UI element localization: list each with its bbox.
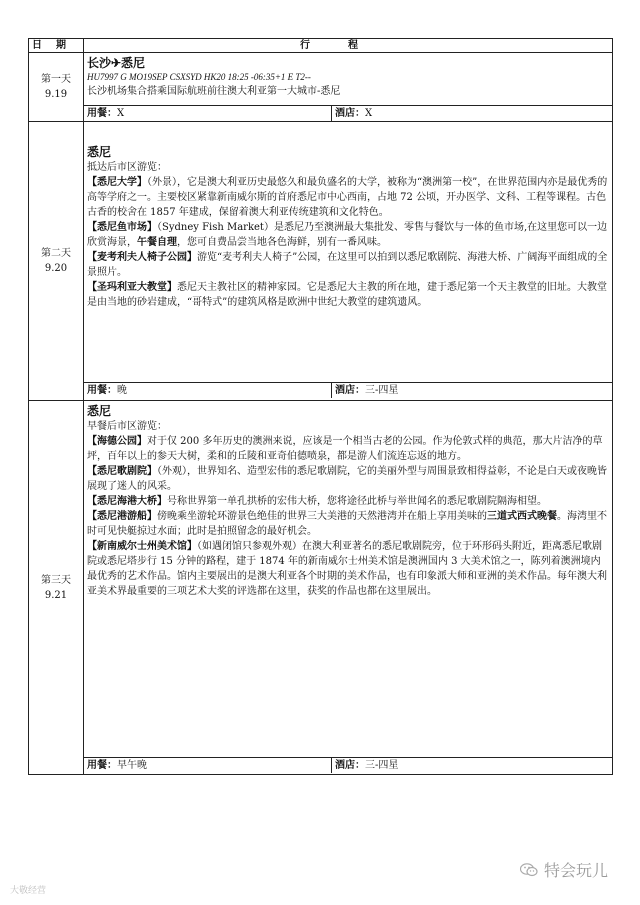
header-itinerary: 行程 [84, 39, 613, 53]
day-3-date: 9.21 [44, 589, 68, 601]
attraction-text: （Sydney Fish Market）是悉尼乃至澳洲最大集批发、零售与餐饮与一体的鱼市场,在这里您可以一边欣赏海景， [87, 222, 608, 248]
attraction-name: 【新南威尔士州美术馆】 [87, 541, 197, 552]
day-1-route: 长沙✈悉尼 [87, 56, 146, 70]
day-1-meal-row [84, 105, 612, 121]
day-1-desc: 长沙机场集合搭乘国际航班前往澳大利亚第一大城市-悉尼 [87, 86, 341, 97]
day-2-attraction-2 [87, 220, 609, 250]
hotel-label: 酒店： [335, 108, 365, 119]
day-3-attraction-4 [87, 509, 609, 539]
attraction-name: 【海德公园】 [87, 436, 147, 447]
day-1-hotel: X [365, 108, 373, 119]
day-2-attraction-1 [87, 175, 609, 220]
attraction-text: （如遇闭馆只参观外观）在澳大利亚著名的悉尼歌剧院旁，位于环形码头附近，距离悉尼歌剧院或悉尼塔步行 15 分钟的路程，建于 1874 年的新南威尔士州美术馆是澳洲国内 3 大美术馆之一，陈列着澳洲境内最优秀的艺术作品。馆内主要展出的是澳大利亚各个时期的美术作品，也有印象派大师和亚洲的美术作品。每年澳大利亚美术界最重要的三项艺术大奖的评选都在这里，获奖的作品也都在这里展出。 [87, 541, 607, 597]
day-3-attraction-3 [87, 494, 609, 509]
attraction-name: 【悉尼鱼市场】 [87, 222, 157, 233]
day-3-attraction-2 [87, 464, 609, 494]
itinerary-table [28, 38, 613, 775]
attraction-name: 【悉尼歌剧院】 [87, 466, 157, 477]
watermark-right [520, 858, 608, 881]
attraction-name: 【圣玛利亚大教堂】 [87, 282, 177, 293]
day-2-attraction-3 [87, 250, 609, 280]
attraction-text: （外观），世界知名、造型宏伟的悉尼歌剧院，它的美丽外型与周围景致相得益彰，不论是白天或夜晚皆展现了迷人的风采。 [87, 466, 607, 492]
day-2-hotel: 三-四星 [365, 385, 399, 396]
header-date: 日期 [29, 39, 84, 53]
wechat-icon [520, 863, 538, 877]
attraction-text: ，您可自费品尝当地各色海鲜，别有一番风味。 [177, 237, 387, 248]
dinner-note: 三道式西式晚餐 [487, 511, 557, 522]
day-2-intro: 抵达后市区游览： [87, 162, 167, 173]
day-row-1 [29, 53, 613, 122]
day-3-content-cell [84, 401, 613, 775]
day-3-meal: 早午晚 [117, 760, 147, 771]
itinerary-document [28, 38, 612, 775]
day-1-flight: HU7997 G MO19SEP CSXSYD HK20 18:25 -06:35+1 E T2-- [87, 72, 311, 82]
attraction-name: 【悉尼海港大桥】 [87, 496, 167, 507]
day-3-hotel: 三-四星 [365, 760, 399, 771]
day-1-date: 9.19 [44, 89, 68, 100]
hotel-label: 酒店： [335, 760, 365, 771]
lunch-note: 午餐自理 [137, 237, 177, 248]
day-3-date-cell [29, 401, 84, 775]
day-2-meal-row [84, 382, 612, 398]
day-3-intro: 早餐后市区游览： [87, 421, 167, 432]
meal-label: 用餐： [87, 385, 117, 396]
attraction-text: 游览“麦考利夫人椅子”公园，在这里可以拍到以悉尼歌剧院、海港大桥、广阔海平面组成的全景照片。 [87, 252, 608, 278]
day-3-city: 悉尼 [87, 404, 112, 418]
watermark-right-text: 特会玩儿 [544, 861, 609, 880]
hotel-label: 酒店： [335, 385, 365, 396]
attraction-text: 。海湾里不时可见快艇掠过水面；此时是拍照留念的最好机会。 [87, 511, 607, 537]
day-3-attraction-1 [87, 434, 609, 464]
day-1-content-cell [84, 53, 613, 122]
attraction-text: 号称世界第一单孔拱桥的宏伟大桥，您将途径此桥与举世闻名的悉尼歌剧院隔海相望。 [167, 496, 547, 507]
watermark-left: 大敬经营 [10, 886, 47, 896]
attraction-text: （外景），它是澳大利亚历史最悠久和最负盛名的大学，被称为“澳洲第一校”，在世界范围内亦是最优秀的高等学府之一。主要校区紧靠新南威尔斯的首府悉尼市中心西南，占地 72 公顷，开办医学、文科、工程等课程。古色古香的校舍在 1857 年建成，保留着澳大利亚传统建筑和文化特色。 [87, 177, 608, 218]
attraction-text: 悉尼天主教社区的精神家园。它是悉尼大主教的所在地，建于悉尼第一个天主教堂的旧址。大教堂是由当地的砂岩建成，“哥特式”的建筑风格是欧洲中世纪大教堂的建筑遗风。 [87, 282, 607, 308]
day-2-date: 9.20 [44, 263, 68, 274]
day-2-meal: 晚 [117, 385, 127, 396]
day-1-date-cell [29, 53, 84, 122]
meal-label: 用餐： [87, 108, 117, 119]
attraction-text: 傍晚乘坐游轮环游景色绝佳的世界三大美港的天然港湾并在船上享用美味的 [157, 511, 487, 522]
day-row-2 [29, 122, 613, 401]
attraction-name: 【麦考利夫人椅子公园】 [87, 252, 197, 263]
day-1-meal: X [117, 108, 125, 119]
day-row-3 [29, 401, 613, 775]
attraction-name: 【悉尼港游船】 [87, 511, 157, 522]
day-3-label: 第三天 [41, 574, 71, 586]
day-3-meal-row [84, 757, 612, 773]
day-1-label: 第一天 [41, 74, 71, 85]
table-header [29, 39, 613, 53]
attraction-name: 【悉尼大学】 [87, 177, 147, 188]
day-2-content-cell [84, 122, 613, 401]
day-2-attraction-4 [87, 280, 609, 310]
day-2-city: 悉尼 [87, 145, 112, 159]
attraction-text: 对于仅 200 多年历史的澳洲来说，应该是一个相当古老的公园。作为伦敦式样的典范，那大片洁净的草坪，百年以上的参天大树，柔和的丘陵和亚奇伯德喷泉，都是游人们流连忘返的地方。 [87, 436, 603, 462]
day-2-date-cell [29, 122, 84, 401]
day-2-label: 第二天 [41, 248, 71, 259]
meal-label: 用餐： [87, 760, 117, 771]
day-3-attraction-5 [87, 539, 609, 599]
